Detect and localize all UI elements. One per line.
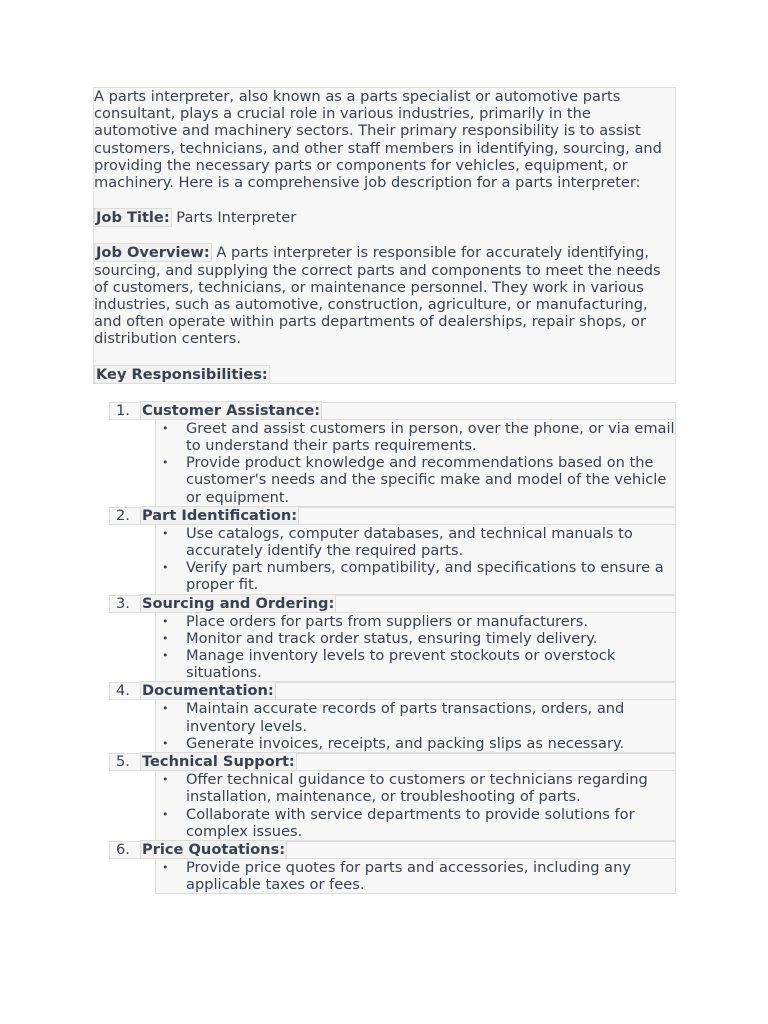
job-overview-label: Job Overview: (96, 244, 210, 262)
responsibilities-heading-line (94, 366, 675, 383)
responsibility-heading (109, 682, 676, 700)
responsibility-item (109, 753, 676, 841)
list-item: • Maintain accurate records of parts transactions, orders, and inventory levels. (156, 700, 675, 734)
job-overview-text: A parts interpreter is responsible for accurately identifying, sourcing, and supplying the correct parts and components to meet the needs of customers, technicians, or maintenance personnel. They work in various industries, such as automotive, construction, agriculture, or manufacturing, and often operate within parts departments of dealerships, repair shops, or distribution centers. (94, 244, 661, 348)
item-title: Documentation: (142, 682, 274, 700)
intro-section (93, 87, 676, 384)
document (93, 87, 676, 894)
list-item: • Collaborate with service departments to provide solutions for complex issues. (156, 806, 675, 840)
spacer (94, 191, 675, 209)
responsibilities-list (109, 402, 676, 894)
list-item: • Place orders for parts from suppliers or manufacturers. (156, 613, 675, 630)
job-title-line (94, 209, 675, 226)
responsibility-item (109, 402, 676, 507)
item-title: Part Identification: (142, 506, 298, 524)
item-number: 4. (116, 682, 130, 700)
item-title: Customer Assistance: (142, 401, 321, 419)
list-item: • Offer technical guidance to customers or technicians regarding installation, maintenance, or troubleshooting of parts. (156, 771, 675, 805)
item-number: 3. (116, 594, 130, 612)
responsibility-heading (109, 402, 676, 420)
item-title: Sourcing and Ordering: (142, 594, 335, 612)
list-item: • Provide price quotes for parts and accessories, including any applicable taxes or fees. (156, 859, 675, 893)
responsibility-item (109, 595, 676, 683)
responsibility-item (109, 841, 676, 894)
responsibilities-heading: Key Responsibilities: (96, 365, 268, 383)
list-item: • Provide product knowledge and recommendations based on the customer's needs and the specific make and model of the vehicle or equipment. (156, 454, 675, 506)
list-item: • Greet and assist customers in person, over the phone, or via email to understand their parts requirements. (156, 420, 675, 454)
responsibility-heading (109, 841, 676, 859)
list-item: • Verify part numbers, compatibility, and specifications to ensure a proper fit. (156, 559, 675, 593)
list-item: • Use catalogs, computer databases, and technical manuals to accurately identify the required parts. (156, 525, 675, 559)
responsibility-heading (109, 595, 676, 613)
bullet-list (155, 525, 676, 595)
bullet-list (155, 859, 676, 894)
item-number: 5. (116, 753, 130, 771)
bullet-list (155, 700, 676, 753)
item-title: Technical Support: (142, 753, 295, 771)
item-number: 2. (116, 506, 130, 524)
bullet-list (155, 613, 676, 683)
responsibility-heading (109, 753, 676, 771)
item-title: Price Quotations: (142, 840, 286, 858)
responsibility-heading (109, 507, 676, 525)
job-title-value: Parts Interpreter (176, 209, 297, 227)
item-number: 6. (116, 840, 130, 858)
intro-paragraph: A parts interpreter, also known as a parts specialist or automotive parts consultant, plays a crucial role in various industries, primarily in the automotive and machinery sectors. Their primary responsibility is to assist customers, technicians, and other staff members in identifying, sourcing, and providing the necessary parts or components for vehicles, equipment, or machinery. Here is a comprehensive job description for a parts interpreter: (94, 88, 662, 192)
responsibility-item (109, 507, 676, 595)
responsibility-item (109, 682, 676, 753)
bullet-list (155, 771, 676, 841)
list-item: • Manage inventory levels to prevent stockouts or overstock situations. (156, 647, 675, 681)
spacer (93, 384, 676, 402)
bullet-list (155, 420, 676, 507)
job-title-label: Job Title: (96, 209, 170, 227)
spacer (94, 348, 675, 366)
spacer (94, 226, 675, 244)
item-number: 1. (116, 401, 130, 419)
list-item: • Generate invoices, receipts, and packing slips as necessary. (156, 735, 675, 752)
job-overview-line (94, 244, 675, 347)
list-item: • Monitor and track order status, ensuring timely delivery. (156, 630, 675, 647)
